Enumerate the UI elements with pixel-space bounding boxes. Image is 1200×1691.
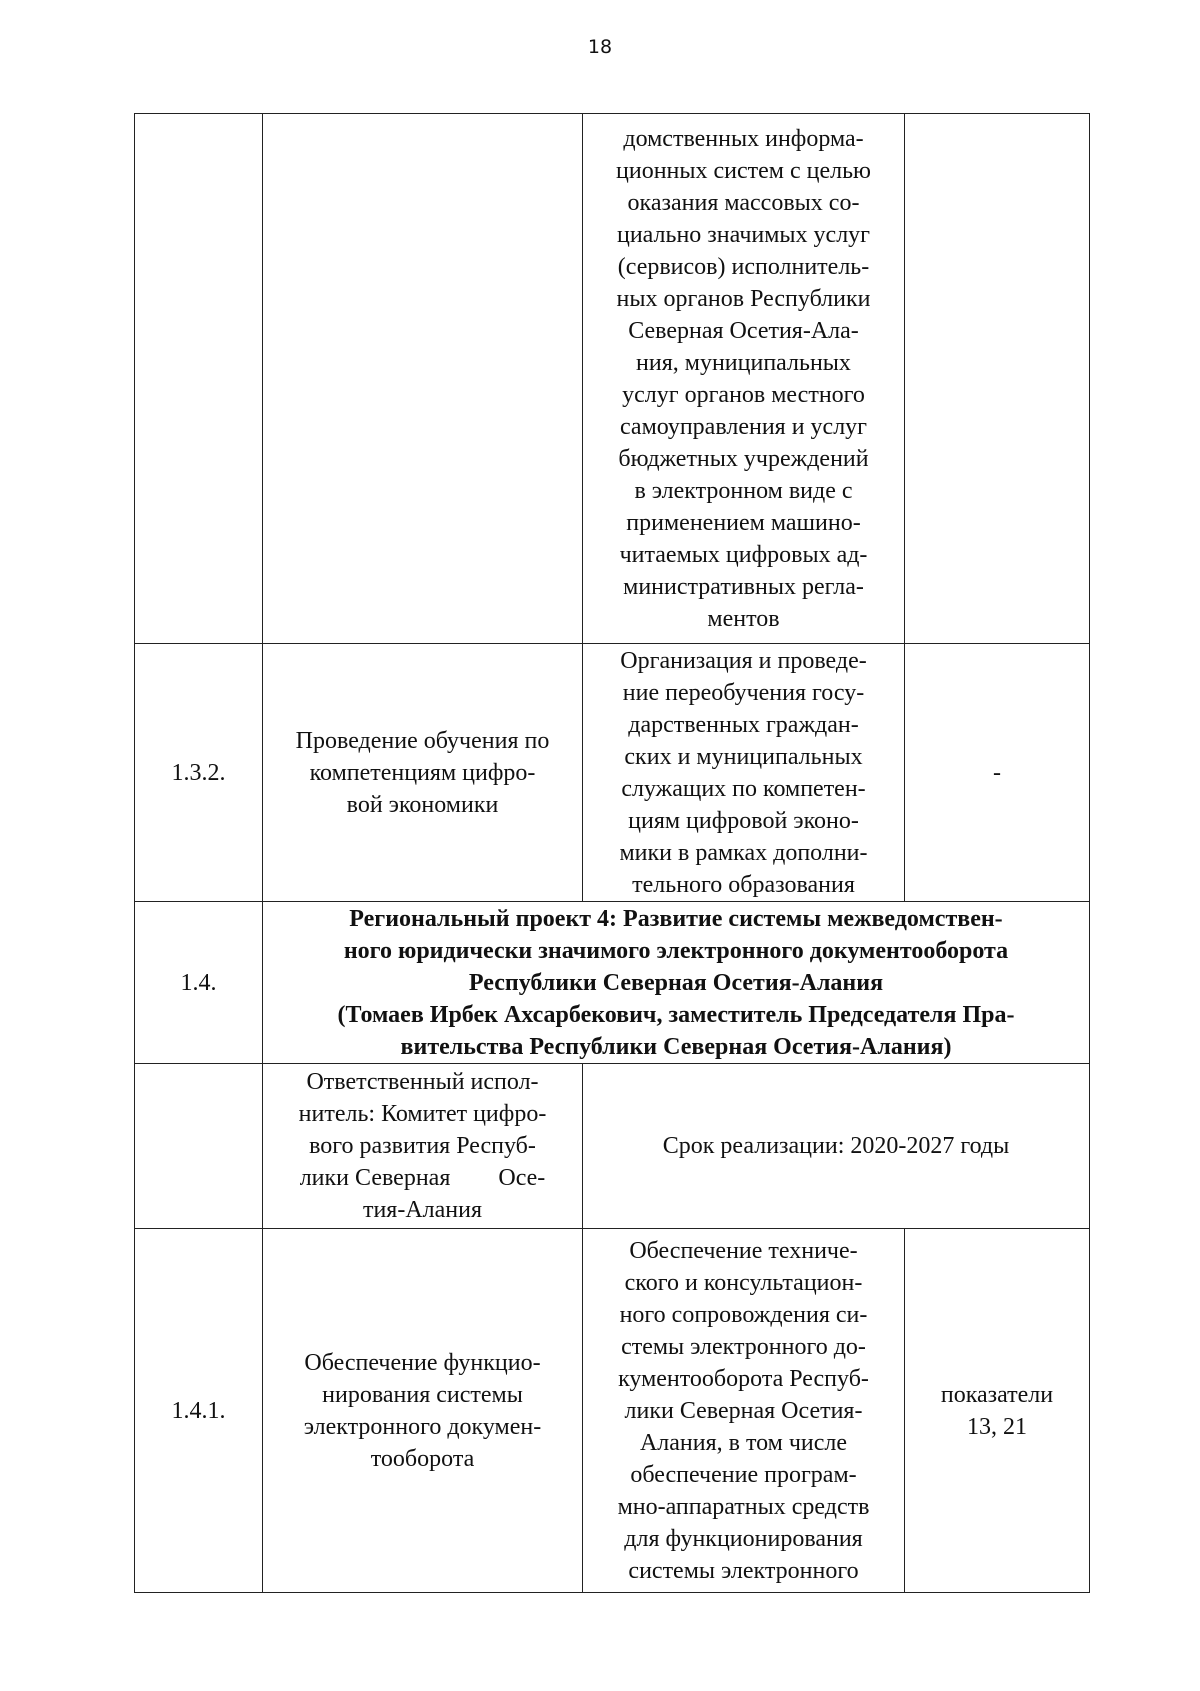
indicators-cell [905, 114, 1090, 644]
measure-description-text: Обеспечение техниче- ского и консультацион- ного сопровождения си- стемы электронного до- кументооборота Респуб- лики Северная Осетия- Алания, в том числе обеспечение програм- мно-аппаратных средств для функционирования системы электронного [617, 1237, 870, 1584]
measure-name-text: Проведение обучения по компетенциям цифро- вой экономики [295, 727, 550, 818]
row-number-cell [135, 1064, 263, 1229]
table-row [135, 1064, 1090, 1229]
responsible-executor-text: Ответственный испол- нитель: Комитет цифро- вого развития Респуб- лики Северная Осе- тия-Алания [298, 1069, 547, 1223]
regional-project-title-cell [263, 902, 1090, 1064]
measure-description-text: Организация и проведе- ние переобучения госу- дарственных граждан- ских и муниципальных служащих по компетен- циям цифровой эконо- мики в рамках дополни- тельного образования [619, 647, 868, 898]
measures-table [134, 113, 1090, 1593]
row-number-cell [135, 114, 263, 644]
table-row [135, 114, 1090, 644]
measure-description-cell [583, 644, 905, 902]
measure-description-cell [583, 1229, 905, 1593]
page-number: 18 [587, 36, 613, 58]
indicators-cell [905, 1229, 1090, 1593]
measure-name-cell [263, 1229, 583, 1593]
measure-description-cell [583, 114, 905, 644]
implementation-term-cell [583, 1064, 1090, 1229]
measure-description-text: домственных информа- ционных систем с целью оказания массовых со- циально значимых услуг (сервисов) исполнитель- ных органов Республики Северная Осетия-Ала- ния, муниципальных услуг органов местного самоуправления и услуг бюджетных учреждений в электронном виде с применением машино- читаемых цифровых ад- министративных регла- ментов [616, 125, 871, 632]
row-number-cell: 1.4.1. [135, 1229, 263, 1593]
measure-name-cell [263, 644, 583, 902]
indicators-cell: - [905, 644, 1090, 902]
measure-name-text: Обеспечение функцио- нирования системы электронного докумен- тооборота [303, 1349, 542, 1472]
row-number-cell: 1.4. [135, 902, 263, 1064]
implementation-term-text: Срок реализации: 2020-2027 годы [662, 1133, 1010, 1159]
measure-name-cell [263, 114, 583, 644]
table-row [135, 1229, 1090, 1593]
table-row [135, 644, 1090, 902]
responsible-cell [263, 1064, 583, 1229]
row-number-cell: 1.3.2. [135, 644, 263, 902]
indicators-text: показатели 13, 21 [940, 1381, 1054, 1440]
table-row [135, 902, 1090, 1064]
regional-project-title: Региональный проект 4: Развитие системы межведомствен- ного юридически значимого электронного документооборота Республики Северная Осетия-Алания (Томаев Ирбек Ахсарбекович, заместитель Председателя Пра- вительства Республики Северная Осетия-Алания) [337, 905, 1015, 1060]
